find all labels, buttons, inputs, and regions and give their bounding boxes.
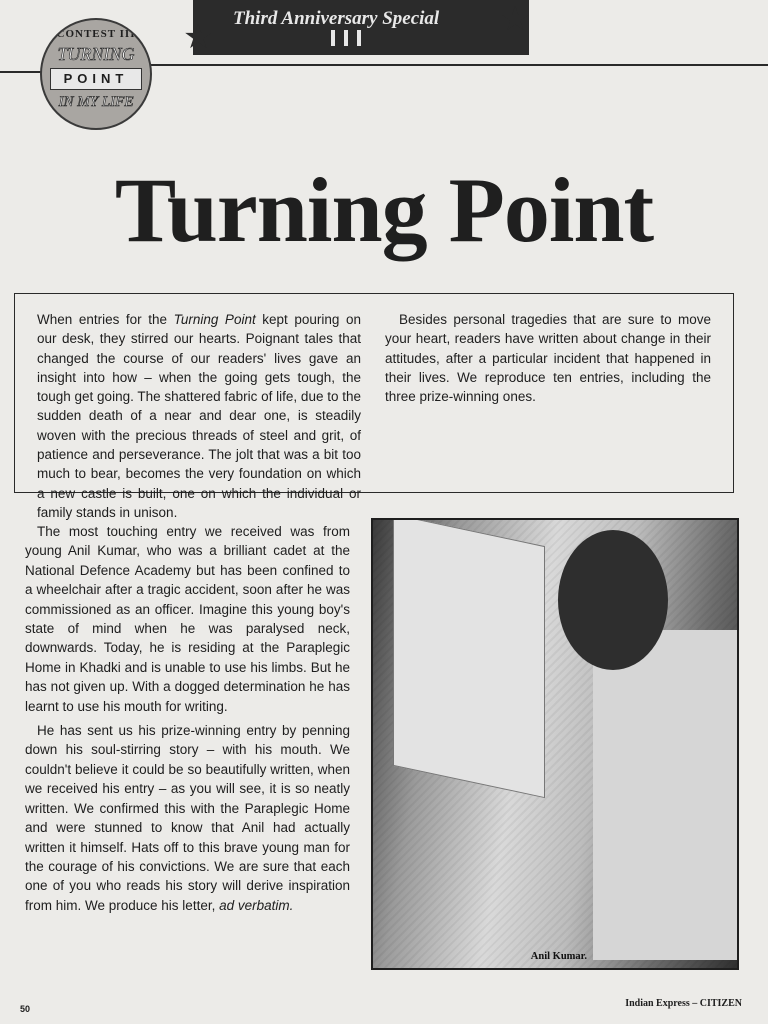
intro-text-cont: kept pouring on our desk, they stirred our hearts. Poignant tales that changed the course of our readers' lives gave an insight into how – when the going gets tough, the tough get going. The shattered fabric of life, due to the sudden death of a near and dear one, is steadily woven with the precious threads of steel and grit, of patience and perseverance. The jolt that was a bit too much to bear, becomes the very foundation on which a new castle is built, one on which the individual or family stands in unison. bbox=[37, 312, 361, 520]
intro-box bbox=[14, 293, 734, 520]
contest-badge-logo bbox=[40, 18, 152, 130]
page-title: Turning Point bbox=[114, 159, 654, 261]
badge-contest-label: CONTEST III bbox=[56, 28, 136, 40]
star-icon-left: ★ bbox=[183, 17, 214, 57]
body-paragraph-1: The most touching entry we received was from young Anil Kumar, who was a brilliant cadet at the National Defence Academy but has been confined to a wheelchair after a tragic accident, soon after he was commissioned as an officer. Imagine this young boy's state of mind when he was paralysed neck, downwards. Today, he is residing at the Paraplegic Home in Khadki and is unable to use his limbs. But he has not given up. With a dogged determination he has learnt to use his mouth for writing. bbox=[25, 524, 350, 714]
anniversary-banner bbox=[193, 0, 529, 55]
writing-board-shape bbox=[393, 518, 545, 798]
photo-anil-kumar bbox=[371, 518, 739, 970]
photo-caption: Anil Kumar. bbox=[530, 951, 587, 962]
star-icon-right: ★ bbox=[500, 0, 531, 39]
intro-column-1 bbox=[37, 310, 361, 522]
badge-in-my-life-label: IN MY LIFE bbox=[58, 94, 134, 110]
candles-icon bbox=[331, 30, 361, 46]
intro-paragraph-1 bbox=[37, 310, 361, 522]
body-paragraph-2 bbox=[25, 721, 350, 915]
intro-column-2 bbox=[385, 310, 711, 406]
intro-emphasis: Turning Point bbox=[173, 312, 256, 327]
badge-turning-label: TURNING bbox=[57, 44, 135, 64]
banner-text: Third Anniversary Special bbox=[233, 8, 440, 29]
badge-point-label: POINT bbox=[50, 68, 142, 90]
body-text: He has sent us his prize-winning entry by penning down his soul-stirring story – with his mouth. We couldn't believe it could be so beautifully written, when we received his entry – as you will see, it is so neatly written. We confirmed this with the Paraplegic Home and were stunned to know that Anil had actually written it himself. Hats off to this brave young man for the courage of his convictions. We are sure that each one of you who reads his story will derive inspiration from him. We produce his letter, bbox=[25, 723, 350, 913]
body-emphasis: ad verbatim. bbox=[219, 897, 294, 913]
top-rule-left bbox=[0, 71, 44, 73]
intro-paragraph-2: Besides personal tragedies that are sure to move your heart, readers have written about change in their attitudes, after a particular incident that happened in their lives. We reproduce ten entries, including the three prize-winning ones. bbox=[385, 312, 711, 405]
intro-text: When entries for the bbox=[37, 312, 174, 327]
person-shape bbox=[593, 630, 739, 960]
publication-footer: Indian Express – CITIZEN bbox=[625, 998, 742, 1009]
person-head-shape bbox=[558, 530, 668, 670]
article-body bbox=[25, 522, 350, 920]
page-number: 50 bbox=[20, 1004, 31, 1014]
top-rule-right bbox=[150, 64, 768, 66]
